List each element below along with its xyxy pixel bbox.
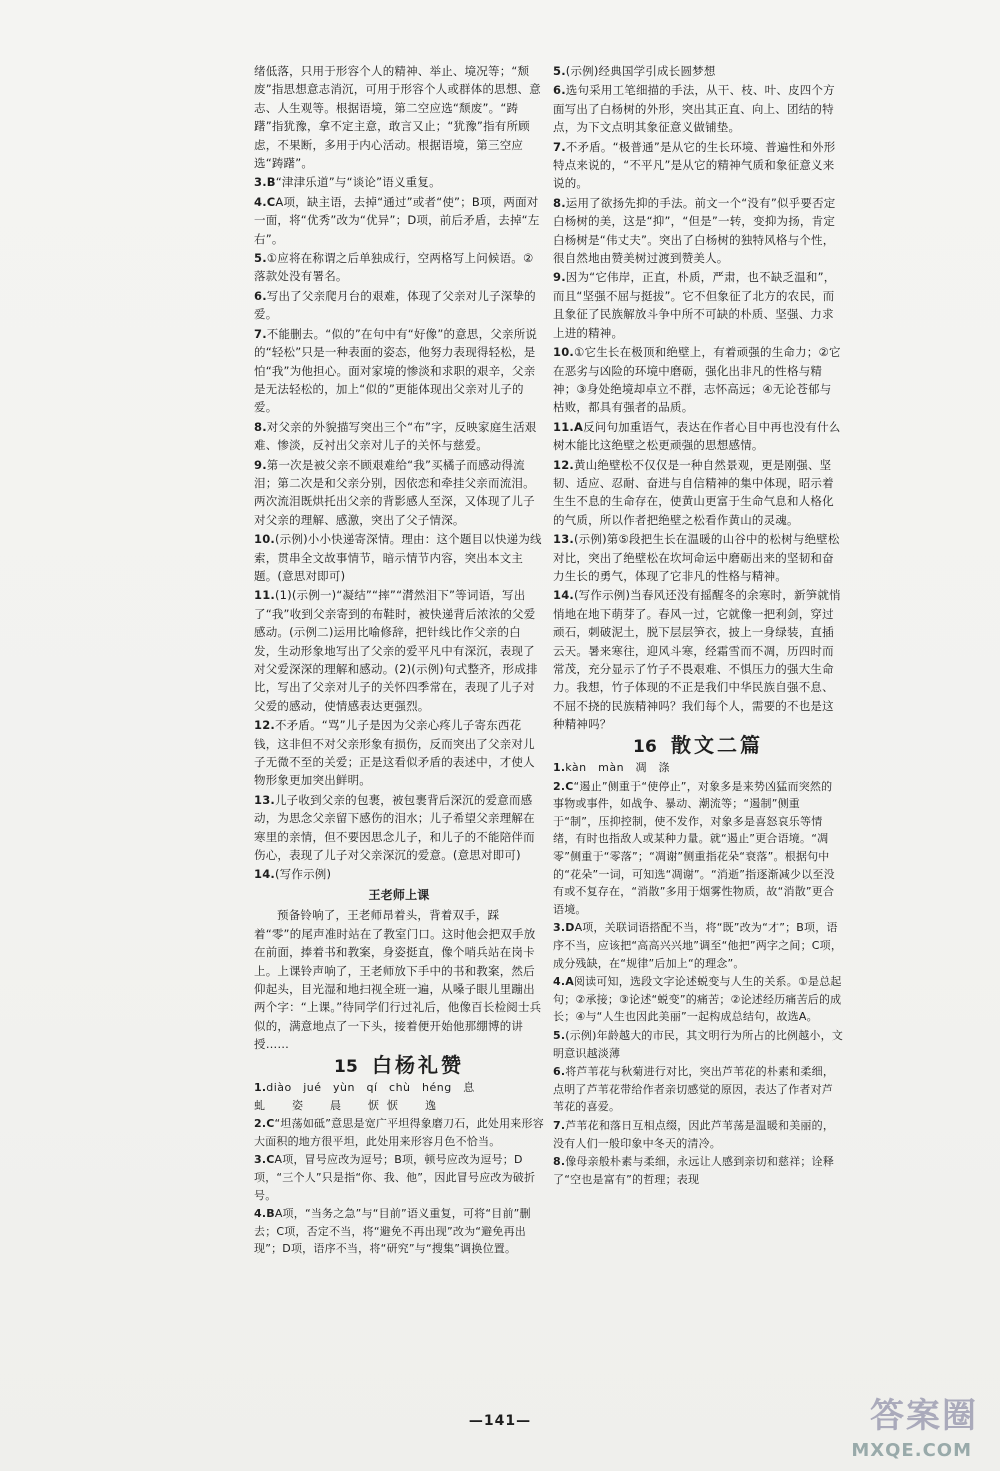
answer-text: 儿子收到父亲的包裹，被包裹背后深沉的爱意而感动，为思念父亲留下感伤的泪水；儿子希望父亲理解在寒里的亲情，但不要因思念儿子，和儿子的不能陪伴而伤心，表现了儿子对父亲深沉的爱意。(意思对即可) xyxy=(254,792,535,863)
answer-number: 5. xyxy=(553,64,566,78)
answer-number: 7. xyxy=(254,326,267,341)
answer-number: 9. xyxy=(553,270,566,285)
answer-item xyxy=(254,1079,544,1114)
answer-number: 3.D xyxy=(553,921,575,935)
answer-number: 4.A xyxy=(553,975,574,989)
answer-text: A项，“当务之急”与“目前”语义重复，可将“目前”删去；C项，否定不当，将“避免不再出现”改为“避免再出现”；D项，语序不当，将“研究”与“搜集”调换位置。 xyxy=(254,1207,531,1256)
answer-item xyxy=(254,865,544,883)
answer-item xyxy=(254,1115,544,1150)
answer-text: 不矛盾。“骂”儿子是因为父亲心疼儿子寄东西花钱，这非但不对父亲形象有损伤，反而突出了父亲对儿子无微不至的关爱；正是这看似矛盾的表述中，才使人物形象更加突出鲜明。 xyxy=(254,718,535,788)
answer-text: 芦苇花和落日互相点缀，因此芦苇荡是温暖和美丽的，没有人们一般印象中冬天的清冷。 xyxy=(553,1118,835,1150)
answer-text: 阅读可知，选段文字论述蜕变与人生的关系。①是总起句；②承接；③论述“蜕变”的痛苦；②论述经历痛苦后的成长；④与“人生也因此美丽”一起构成总结句，故选A。 xyxy=(553,975,842,1024)
answer-item xyxy=(553,268,843,342)
answer-number: 14. xyxy=(254,867,275,882)
answer-text: “津津乐道”与“谈论”语义重复。 xyxy=(275,175,441,190)
answer-number: 8. xyxy=(254,419,267,434)
chars-line: 虬 姿 晨 恹恹 逸 xyxy=(254,1098,444,1112)
answer-text: (1)(示例一)“凝结”“摔”“潸然泪下”等词语，写出了“我”收到父亲寄到的布鞋时，被快递背后浓浓的父爱感动。(示例二)运用比喻修辞，把针线比作父亲的白发，生动形象地写出了父亲的爱平凡中有深沉，表现了对父爱深深的理解和感动。(2)(示例)句式整齐，形成排比，写出了父亲对儿子的关怀四季常在，表现了儿子对父爱的感动，使情感表达更强烈。 xyxy=(254,588,538,713)
answer-text: A项，关联词语搭配不当，将“既”改为“才”；B项，语序不当，应该把“高高兴兴地”调至“他把”两字之间；C项，成分残缺，在“规律”后加上“的理念”。 xyxy=(553,921,843,970)
answer-number: 3.C xyxy=(254,1153,275,1167)
answer-number: 10. xyxy=(553,345,574,360)
left-answers-top xyxy=(254,62,544,884)
section-16-title: 散文二篇 xyxy=(670,732,763,757)
essay-text: 预备铃响了，王老师昂着头，背着双手，踩着“零”的尾声准时站在了教室门口。这时他会把双手放在前面，捧着书和教案，身姿挺直，像个哨兵站在岗卡上。上课铃声响了，王老师放下手中的书和教案，然后仰起头，目光湿和地扫视全班一遍，从嗓子眼儿里蹦出两个字：“上课。”待同学们行过礼后，他像百长检阅士兵似的，满意地点了一下头，接着便开始他那绷博的讲授…… xyxy=(254,908,542,1052)
answer-number: 13. xyxy=(553,532,574,547)
section-15-heading xyxy=(254,1052,544,1077)
answer-text: 反问句加重语气，表达在作者心目中再也没有什么树木能比这绝壁之松更顽强的思想感情。 xyxy=(553,419,841,453)
answer-number: 9. xyxy=(254,457,267,472)
answer-item xyxy=(254,716,544,790)
section-15-title: 白杨礼赞 xyxy=(371,1052,464,1077)
left-answers-bottom xyxy=(254,1079,544,1258)
watermark-logo: 答案圈 xyxy=(870,1396,978,1436)
answer-item xyxy=(254,1151,544,1204)
answer-text: 对父亲的外貌描写突出三个“布”字，反映家庭生活艰难、惨淡，反衬出父亲对儿子的关怀与慈爱。 xyxy=(254,419,537,453)
answer-text: (示例)经典国学引成长圆梦想 xyxy=(565,64,716,78)
answer-text: (示例)第⑤段把生长在温暖的山谷中的松树与绝壁松对比，突出了绝壁松在坎坷命运中磨砺出来的坚韧和奋力生长的勇气，体现了它非凡的性格与精神。 xyxy=(553,532,840,583)
answer-number: 7. xyxy=(553,139,566,154)
answer-item xyxy=(553,62,843,80)
answer-text: (写作示例)当春风还没有摇醒冬的余寒时，新笋就悄悄地在地下萌芽了。春风一过，它就像一把利剑，穿过顽石，刺破泥土，脱下层层笋衣，披上一身绿装，直插云天。暑来寒往，迎风斗寒，经霜雪而不凋，历四时而常茂，充分显示了竹子不畏艰难、不惧压力的强大生命力。我想，竹子体现的不正是我们中华民族自强不息、不屈不挠的民族精神吗？我们每个人，需要的不也是这种精神吗？ xyxy=(553,588,841,732)
answer-text: 像母亲般朴素与柔细，永远让人感到亲切和慈祥；诠释了“空也是富有”的哲理；表现 xyxy=(553,1155,835,1186)
answer-item xyxy=(254,249,544,286)
answer-item xyxy=(553,530,843,585)
answer-item xyxy=(254,456,544,530)
answer-item xyxy=(553,343,843,417)
left-column xyxy=(254,62,544,1259)
answer-item xyxy=(553,586,843,733)
answer-text: 因为“它伟岸，正直，朴质，严肃，也不缺乏温和”，而且“坚强不屈与挺拔”。它不但象征了北方的农民，而且象征了民族解放斗争中所不可缺的朴质、坚强、力求上进的精神。 xyxy=(553,270,836,340)
section-16-heading xyxy=(553,732,843,757)
answer-item xyxy=(553,973,843,1026)
section-15-number: 15 xyxy=(334,1056,359,1077)
answer-item xyxy=(553,418,843,455)
right-column xyxy=(553,62,843,1189)
answer-item xyxy=(254,287,544,324)
answer-item xyxy=(553,194,843,268)
answer-text: (示例)小小快递寄深情。理由：这个题目以快递为线索，贯串全文故事情节，暗示情节内容，突出本文主题。(意思对即可) xyxy=(254,532,542,583)
answer-item xyxy=(553,1153,843,1188)
answer-item xyxy=(254,1205,544,1258)
answer-number: 5. xyxy=(553,1028,566,1042)
answer-text: 写出了父亲爬月台的艰难，体现了父亲对儿子深挚的爱。 xyxy=(254,288,536,322)
answer-item xyxy=(553,778,843,919)
answer-number: 11. xyxy=(254,588,275,603)
answer-item xyxy=(553,81,843,136)
answer-number: 4.B xyxy=(254,1207,275,1221)
answer-item xyxy=(254,62,544,172)
section-16-number: 16 xyxy=(633,736,658,757)
answer-number: 14. xyxy=(553,588,574,603)
watermark-url: MXQE.COM xyxy=(851,1440,972,1461)
answer-item xyxy=(553,1117,843,1152)
answer-item xyxy=(254,586,544,715)
answer-number: 4.C xyxy=(254,194,276,209)
right-answers-top xyxy=(553,62,843,734)
answer-number: 13. xyxy=(254,792,275,807)
answer-number: 11.A xyxy=(553,419,584,434)
answer-number: 5. xyxy=(254,251,267,266)
answer-text: 选句采用工笔细描的手法，从干、枝、叶、皮四个方面写出了白杨树的外形，突出其正直、向上、团结的特点，为下文点明其象征意义做铺垫。 xyxy=(553,83,835,135)
answer-number: 12. xyxy=(553,457,574,472)
answer-number: 12. xyxy=(254,718,275,733)
pinyin-line: diào jué yùn qí chù héng 息 xyxy=(266,1080,475,1094)
answer-number: 2.C xyxy=(254,1117,275,1131)
answer-text: 将芦苇花与秋菊进行对比，突出芦苇花的朴素和柔细，点明了芦苇花带给作者亲切感觉的原因，表达了作者对芦苇花的喜爱。 xyxy=(553,1065,835,1114)
answer-item xyxy=(553,1063,843,1116)
answer-item xyxy=(254,418,544,455)
answer-item xyxy=(254,193,544,248)
answer-item xyxy=(254,791,544,865)
answer-item xyxy=(254,173,544,191)
page-number: —141— xyxy=(468,1413,532,1429)
answer-item xyxy=(553,456,843,530)
answer-item xyxy=(553,1027,843,1062)
answer-text: (写作示例) xyxy=(274,867,332,882)
answer-text: ①应将在称谓之后单独成行，空两格写上问候语。②落款处没有署名。 xyxy=(254,251,534,284)
answer-number: 1. xyxy=(254,1080,267,1094)
answer-number: 2.C xyxy=(553,779,574,793)
answer-text: 黄山绝壁松不仅仅是一种自然景观，更是刚强、坚韧、适应、忍耐、奋进与自信精神的集中体现，昭示着生生不息的生命存在，使黄山更富于生命气息和人格化的气质，所以作者把绝壁之松看作黄山的灵魂。 xyxy=(553,457,834,527)
answer-number: 7. xyxy=(553,1118,566,1132)
answer-text: 不能删去。“似的”在句中有“好像”的意思，父亲所说的“轻松”只是一种表面的姿态，他努力表现得轻松，是怕“我”为他担心。面对家境的惨淡和求职的艰辛，父亲是无法轻松的，加上“似的”更能体现出父亲对儿子的爱。 xyxy=(254,326,538,415)
answer-number: 8. xyxy=(553,1155,566,1169)
answer-text: A项，缺主语，去掉“通过”或者“使”；B项，两面对一面，将“优秀”改为“优异”；D项，前后矛盾，去掉“左右”。 xyxy=(254,194,540,246)
pinyin-line: kàn màn 凋 涤 xyxy=(565,761,671,775)
answer-item xyxy=(254,325,544,417)
answer-text: “遏止”侧重于“使停止”，对象多是来势凶猛而突然的事物或事件，如战争、暴动、潮流等；“遏制”侧重于“制”，压抑控制，使不发作，对象多是喜怒哀乐等情绪，有时也指敌人或某种力量。就“遏止”更合语境。“凋零”侧重于“零落”；“凋谢”侧重指花朵“衰落”。根据句中的“花朵”一词，可知选“凋谢”。“消逝”指逐渐减少以至没有或不复存在，“消散”多用于烟雾性物质，故“消散”更合语境。 xyxy=(553,779,835,916)
answer-text: ①它生长在极顶和绝壁上，有着顽强的生命力；②它在恶劣与凶险的环境中磨砺，强化出非凡的性格与精神；③身处绝境却卓立不群，志怀高远；④无论苍郁与枯败，都具有强者的品质。 xyxy=(553,345,841,415)
answer-number: 3.B xyxy=(254,175,276,190)
answer-text: A项，冒号应改为逗号；B项，顿号应改为逗号；D项，“三个人”只是指“你、我、他”，因此冒号应改为破折号。 xyxy=(254,1153,536,1202)
answer-item xyxy=(254,530,544,585)
answer-text: “坦荡如砥”意思是宽广平坦得象磨刀石，此处用来形容大面积的地方很平坦，此处用来形容月色不恰当。 xyxy=(254,1117,544,1148)
right-answers-bottom xyxy=(553,759,843,1188)
answer-text: 运用了欲扬先抑的手法。前文一个“没有”似乎要否定白杨树的美，这是“抑”，“但是”一转，变抑为扬，肯定白杨树是“伟丈夫”。突出了白杨树的独特风格与个性，很自然地由赞美树过渡到赞美人。 xyxy=(553,195,836,266)
answer-text: 不矛盾。“极普通”是从它的生长环境、普遍性和外形特点来说的，“不平凡”是从它的精神气质和象征意义来说的。 xyxy=(553,139,836,191)
essay-title: 王老师上课 xyxy=(368,887,430,902)
answer-item xyxy=(553,919,843,972)
answer-number: 6. xyxy=(553,1065,566,1079)
answer-number: 6. xyxy=(553,83,566,98)
answer-number: 1. xyxy=(553,761,566,775)
answer-text: (示例)年龄越大的市民，其文明行为所占的比例越小，文明意识越淡薄 xyxy=(553,1028,844,1060)
answer-number: 6. xyxy=(254,288,267,303)
answer-text: 第一次是被父亲不顾艰难给“我”买橘子而感动得流泪；第二次是和父亲分别，因依恋和牵挂父亲而流泪。两次流泪既烘托出父亲的背影感人至深，又体现了儿子对父亲的理解、感激，突出了父子情深。 xyxy=(254,457,535,527)
answer-number: 10. xyxy=(254,532,275,547)
answer-item xyxy=(553,138,843,193)
answer-text: 绪低落，只用于形容个人的精神、举止、境况等；“颓废”指思想意志消沉，可用于形容个人或群体的思想、意志、人生观等。根据语境，第二空应选“颓废”。“踌躇”指犹豫，拿不定主意，敢言又止；“犹豫”指有所顾虑，不果断，多用于内心活动。根据语境，第三空应选“踌躇”。 xyxy=(254,64,541,171)
answer-number: 8. xyxy=(553,195,566,210)
answer-item xyxy=(553,759,843,777)
